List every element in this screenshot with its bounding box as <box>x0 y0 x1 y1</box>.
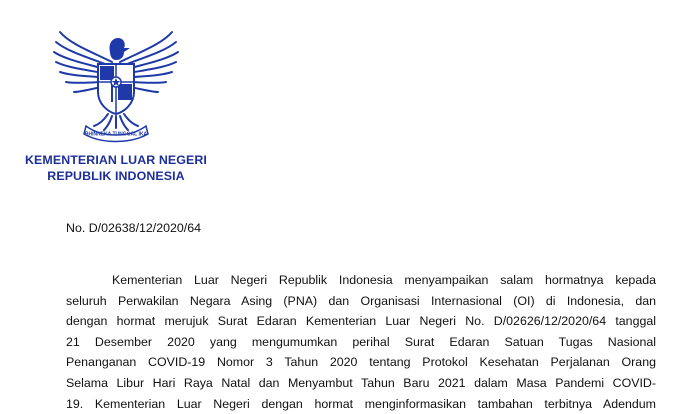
emblem-motto-text: BHINNEKA TUNGGAL IKA <box>84 131 148 138</box>
ministry-name <box>18 152 214 184</box>
body-line: dengan hormat merujuk Surat Edaran Kementerian Luar Negeri No. D/02626/12/2020/64 tanggal <box>66 314 656 329</box>
ministry-name-line2: REPUBLIK INDONESIA <box>47 169 185 183</box>
body-line: seluruh Perwakilan Negara Asing (PNA) dan Organisasi Internasional (OI) di Indonesia, dan <box>66 293 656 308</box>
body-line: Penanganan COVID-19 Nomor 3 Tahun 2020 tentang Protokol Kesehatan Perjalanan Orang <box>66 355 656 370</box>
body-line: 19. Kementerian Luar Negeri dengan hormat menginformasikan tambahan terbitnya Adendum <box>66 396 656 411</box>
reference-number: No. D/02638/12/2020/64 <box>66 221 202 235</box>
body-line: Kementerian Luar Negeri Republik Indonesia menyampaikan salam hormatnya kepada <box>112 273 656 287</box>
body-line: Selama Libur Hari Raya Natal dan Menyambut Tahun Baru 2021 dalam Masa Pandemi COVID- <box>66 375 656 390</box>
garuda-emblem-graphic <box>52 22 180 144</box>
ministry-name-line1: KEMENTERIAN LUAR NEGERI <box>25 153 207 167</box>
body-line: 21 Desember 2020 yang mengumumkan perihal Surat Edaran Satuan Tugas Nasional <box>66 334 656 349</box>
garuda-emblem-icon <box>52 22 180 144</box>
letter-body <box>66 270 656 414</box>
